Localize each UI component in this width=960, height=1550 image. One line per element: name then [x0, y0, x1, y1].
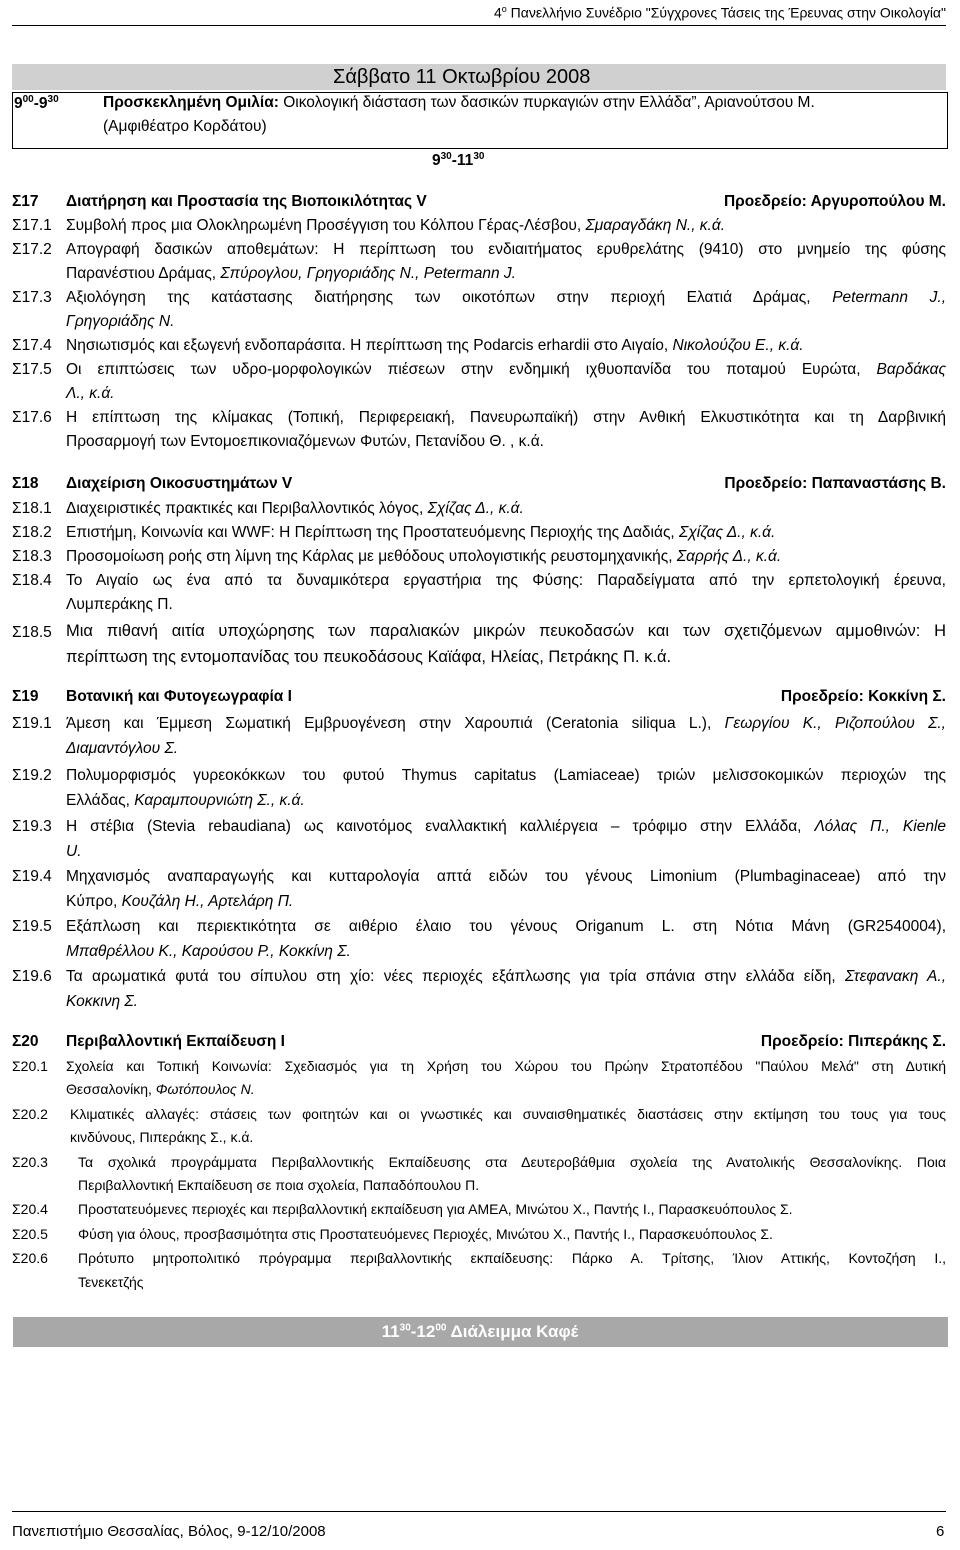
- footer-rule: [12, 1511, 946, 1512]
- plenary-time: $9^{00}-9^{30}$: [14, 94, 59, 113]
- paper-title-cont: Περιβαλλοντική Εκπαίδευση σε ποια σχολεία, Παπαδόπουλου Π.: [78, 1177, 480, 1193]
- paper-title: Φύση για όλους, προσβασιμότητα στις Προστατευόμενες Περιοχές, Μινώτου Χ., Παντής Ι., Παρασκευόπουλος Σ.: [78, 1226, 773, 1242]
- paper-title: Άμεση και Έμμεση Σωματική Εμβρυογένεση στην Χαρουπιά (Ceratonia siliqua L.), Γεωργίου Κ., Ριζοπούλου Σ.,: [66, 715, 946, 732]
- paper-title-cont: Λυμπεράκης Π.: [66, 596, 173, 613]
- day-label: Σάββατο 11 Οκτωβρίου 2008: [333, 66, 591, 88]
- paper-number: Σ17.2: [12, 241, 52, 258]
- session-title: Διατήρηση και Προστασία της Βιοποικιλότητας V: [66, 193, 427, 210]
- paper-title-cont: περίπτωση της εντομοπανίδας του πευκοδάσους Καϊάφα, Ηλείας, Πετράκης Π. κ.ά.: [66, 648, 672, 666]
- page-number: 6: [936, 1523, 945, 1540]
- paper-number: Σ20.4: [12, 1201, 48, 1217]
- paper-title: Οι επιπτώσεις των υδρο-μορφολογικών πιέσεων στην ενδημική ιχθυοπανίδα του ποταμού Ευρώτα, Βαρδάκας: [66, 361, 946, 378]
- paper-title: Συμβολή προς μια Ολοκληρωμένη Προσέγγιση του Κόλπου Γέρας-Λέσβου, Σμαραγδάκη Ν., κ.ά.: [66, 217, 726, 234]
- paper-title-cont: Παρανέστιου Δράμας, Σπύρογλου, Γρηγοριάδης Ν., Petermann J.: [66, 265, 516, 282]
- paper-number: Σ19.3: [12, 818, 52, 835]
- paper-title: Επιστήμη, Κοινωνία και WWF: Η Περίπτωση της Προστατευόμενης Περιοχής της Δαδιάς, Σχίζας Δ., κ.ά.: [66, 524, 776, 541]
- paper-number: Σ19.6: [12, 968, 52, 985]
- running-header: $4^o$ Πανελλήνιο Συνέδριο "Σύγχρονες Τάσεις της Έρευνας στην Οικολογία": [493, 4, 946, 21]
- paper-title: Διαχειριστικές πρακτικές και Περιβαλλοντικός λόγος, Σχίζας Δ., κ.ά.: [66, 500, 524, 517]
- paper-authors-cont: Κοκκινη Σ.: [66, 993, 138, 1010]
- paper-number: Σ18.2: [12, 524, 52, 541]
- paper-title: Προστατευόμενες περιοχές και περιβαλλοντική εκπαίδευση για ΑΜΕΑ, Μινώτου Χ., Παντής Ι., Παρασκευόπουλος Σ.: [78, 1201, 793, 1217]
- paper-title: Πρότυπο μητροπολιτικό πρόγραμμα περιβαλλοντικής εκπαίδευσης: Πάρκο Α. Τρίτσης, Ίλιον Αττικής, Κοντοζήση Ι.,: [78, 1250, 946, 1266]
- slot-time: $9^{30}-11^{30}$: [432, 151, 485, 170]
- paper-authors-cont: U.: [66, 843, 82, 860]
- paper-number: Σ20.3: [12, 1154, 48, 1170]
- paper-number: Σ19.4: [12, 868, 52, 885]
- paper-number: Σ19.1: [12, 715, 52, 732]
- paper-title: Αξιολόγηση της κατάστασης διατήρησης των οικοτόπων στην περιοχή Ελατιά Δράμας, Petermann J.,: [66, 289, 946, 306]
- paper-title-cont: Τενεκετζής: [78, 1274, 144, 1290]
- plenary-title: Προσκεκλημένη Ομιλία: Οικολογική διάσταση των δασικών πυρκαγιών στην Ελλάδα”, Αριανούτσου Μ.: [103, 94, 815, 111]
- paper-title-cont: Ελλάδας, Καραμπουρνιώτη Σ., κ.ά.: [66, 792, 305, 809]
- session-chair: Προεδρείο: Πιπεράκης Σ.: [760, 1033, 946, 1050]
- paper-title: Μηχανισμός αναπαραγωγής και κυτταρολογία απτά ειδών του γένους Limonium (Plumbaginaceae) από την: [66, 868, 946, 885]
- paper-number: Σ19.2: [12, 767, 52, 784]
- session-title: Διαχείριση Οικοσυστημάτων V: [66, 475, 293, 492]
- paper-number: Σ17.1: [12, 217, 52, 234]
- paper-title: Τα σχολικά προγράμματα Περιβαλλοντικής Εκπαίδευσης στα Δευτεροβάθμια σχολεία της Ανατολικής Θεσσαλονίκης. Ποια: [78, 1154, 946, 1170]
- paper-number: Σ20.5: [12, 1226, 48, 1242]
- paper-title-cont: Θεσσαλονίκη, Φωτόπουλος Ν.: [66, 1081, 255, 1097]
- paper-number: Σ17.5: [12, 361, 52, 378]
- session-code: Σ19: [12, 688, 39, 705]
- paper-title: Μια πιθανή αιτία υποχώρησης των παραλιακών μικρών πευκοδασών και των σχετιζόμενων αμμοθινών: Η: [66, 622, 946, 640]
- paper-number: Σ18.1: [12, 500, 52, 517]
- paper-title: Η στέβια (Stevia rebaudiana) ως καινοτόμος εναλλακτική καλλιέργεια – τρόφιμο στην Ελλάδα, Λόλας Π., Kienle: [66, 818, 947, 835]
- paper-title: Απογραφή δασικών αποθεμάτων: Η περίπτωση του ενδιαιτήματος ερυθρελάτης (9410) στο μνημείο της φύσης: [66, 241, 946, 258]
- paper-title: Εξάπλωση και περιεκτικότητα σε αιθέριο έλαιο του γένους Origanum L. στη Νότια Μάνη (GR2540004),: [66, 918, 946, 935]
- paper-number: Σ20.1: [12, 1058, 48, 1074]
- coffee-break-label: $11^{30}-12^{00}$ Διάλειμμα Καφέ: [381, 1322, 579, 1341]
- paper-title: Τα αρωματικά φυτά του σίπυλου στη χίο: νέες περιοχές εξάπλωσης για τρία σπάνια στην ελλάδα είδη, Στεφανακη Α.,: [66, 968, 947, 985]
- paper-number: Σ18.5: [12, 624, 52, 641]
- paper-authors-cont: Γρηγοριάδης Ν.: [66, 313, 175, 330]
- paper-title: Σχολεία και Τοπική Κοινωνία: Σχεδιασμός για τη Χρήση του Χώρου του Πρώην Στρατοπέδου "Παύλου Μελά" στη Δυτική: [66, 1058, 946, 1074]
- session-chair: Προεδρείο: Παπαναστάσης Β.: [724, 475, 946, 492]
- paper-number: Σ20.6: [12, 1250, 48, 1266]
- paper-number: Σ19.5: [12, 918, 52, 935]
- paper-title-cont: κινδύνους, Πιπεράκης Σ., κ.ά.: [70, 1129, 254, 1145]
- paper-title: Κλιματικές αλλαγές: στάσεις των φοιτητών και οι γνωστικές και συναισθηματικές διαστάσεις στην εκτίμηση του τους για τους: [70, 1106, 946, 1122]
- session-code: Σ17: [12, 193, 39, 210]
- footer-venue: Πανεπιστήμιο Θεσσαλίας, Βόλος, 9-12/10/2008: [12, 1523, 326, 1540]
- paper-title-cont: Προσαρμογή των Εντομοεπικονιαζόμενων Φυτών, Πετανίδου Θ. , κ.ά.: [66, 433, 544, 450]
- session-chair: Προεδρείο: Αργυροπούλου Μ.: [723, 193, 946, 210]
- paper-title: Προσομοίωση ροής στη λίμνη της Κάρλας με μεθόδους υπολογιστικής ρευστομηχανικής, Σαρρής Δ., κ.ά.: [66, 548, 782, 565]
- paper-number: Σ17.4: [12, 337, 52, 354]
- paper-number: Σ20.2: [12, 1106, 48, 1122]
- paper-number: Σ17.3: [12, 289, 52, 306]
- paper-number: Σ17.6: [12, 409, 52, 426]
- paper-authors-cont: Μπαθρέλλου Κ., Καρούσου Ρ., Κοκκίνη Σ.: [66, 943, 351, 960]
- paper-authors-cont: Διαμαντόγλου Σ.: [66, 740, 179, 757]
- paper-title: Πολυμορφισμός γυρεοκόκκων του φυτού Thymus capitatus (Lamiaceae) τριών μελισσοκομικών περιοχών της: [66, 767, 946, 784]
- session-code: Σ20: [12, 1033, 39, 1050]
- session-title: Περιβαλλοντική Εκπαίδευση Ι: [66, 1033, 285, 1050]
- session-code: Σ18: [12, 475, 39, 492]
- header-rule: [12, 25, 946, 26]
- paper-number: Σ18.3: [12, 548, 52, 565]
- paper-authors-cont: Λ., κ.ά.: [66, 385, 115, 402]
- paper-title-cont: Κύπρο, Κουζάλη Η., Αρτελάρη Π.: [66, 893, 294, 910]
- paper-number: Σ18.4: [12, 572, 52, 589]
- paper-title: Νησιωτισμός και εξωγενή ενδοπαράσιτα. Η περίπτωση της Podarcis erhardii στο Αιγαίο, Νικολούζου Ε., κ.ά.: [66, 337, 804, 354]
- paper-title: Το Αιγαίο ως ένα από τα δυναμικότερα εργαστήρια της Φύσης: Παραδείγματα από την ερπετολογική έρευνα,: [66, 572, 946, 589]
- session-chair: Προεδρείο: Κοκκίνη Σ.: [780, 688, 946, 705]
- session-title: Βοτανική και Φυτογεωγραφία Ι: [66, 688, 292, 705]
- paper-title: Η επίπτωση της κλίμακας (Τοπική, Περιφερειακή, Πανευρωπαϊκή) στην Ανθική Ελκυστικότητα και τη Δαρβινική: [66, 409, 946, 426]
- plenary-venue: (Αμφιθέατρο Κορδάτου): [103, 118, 267, 135]
